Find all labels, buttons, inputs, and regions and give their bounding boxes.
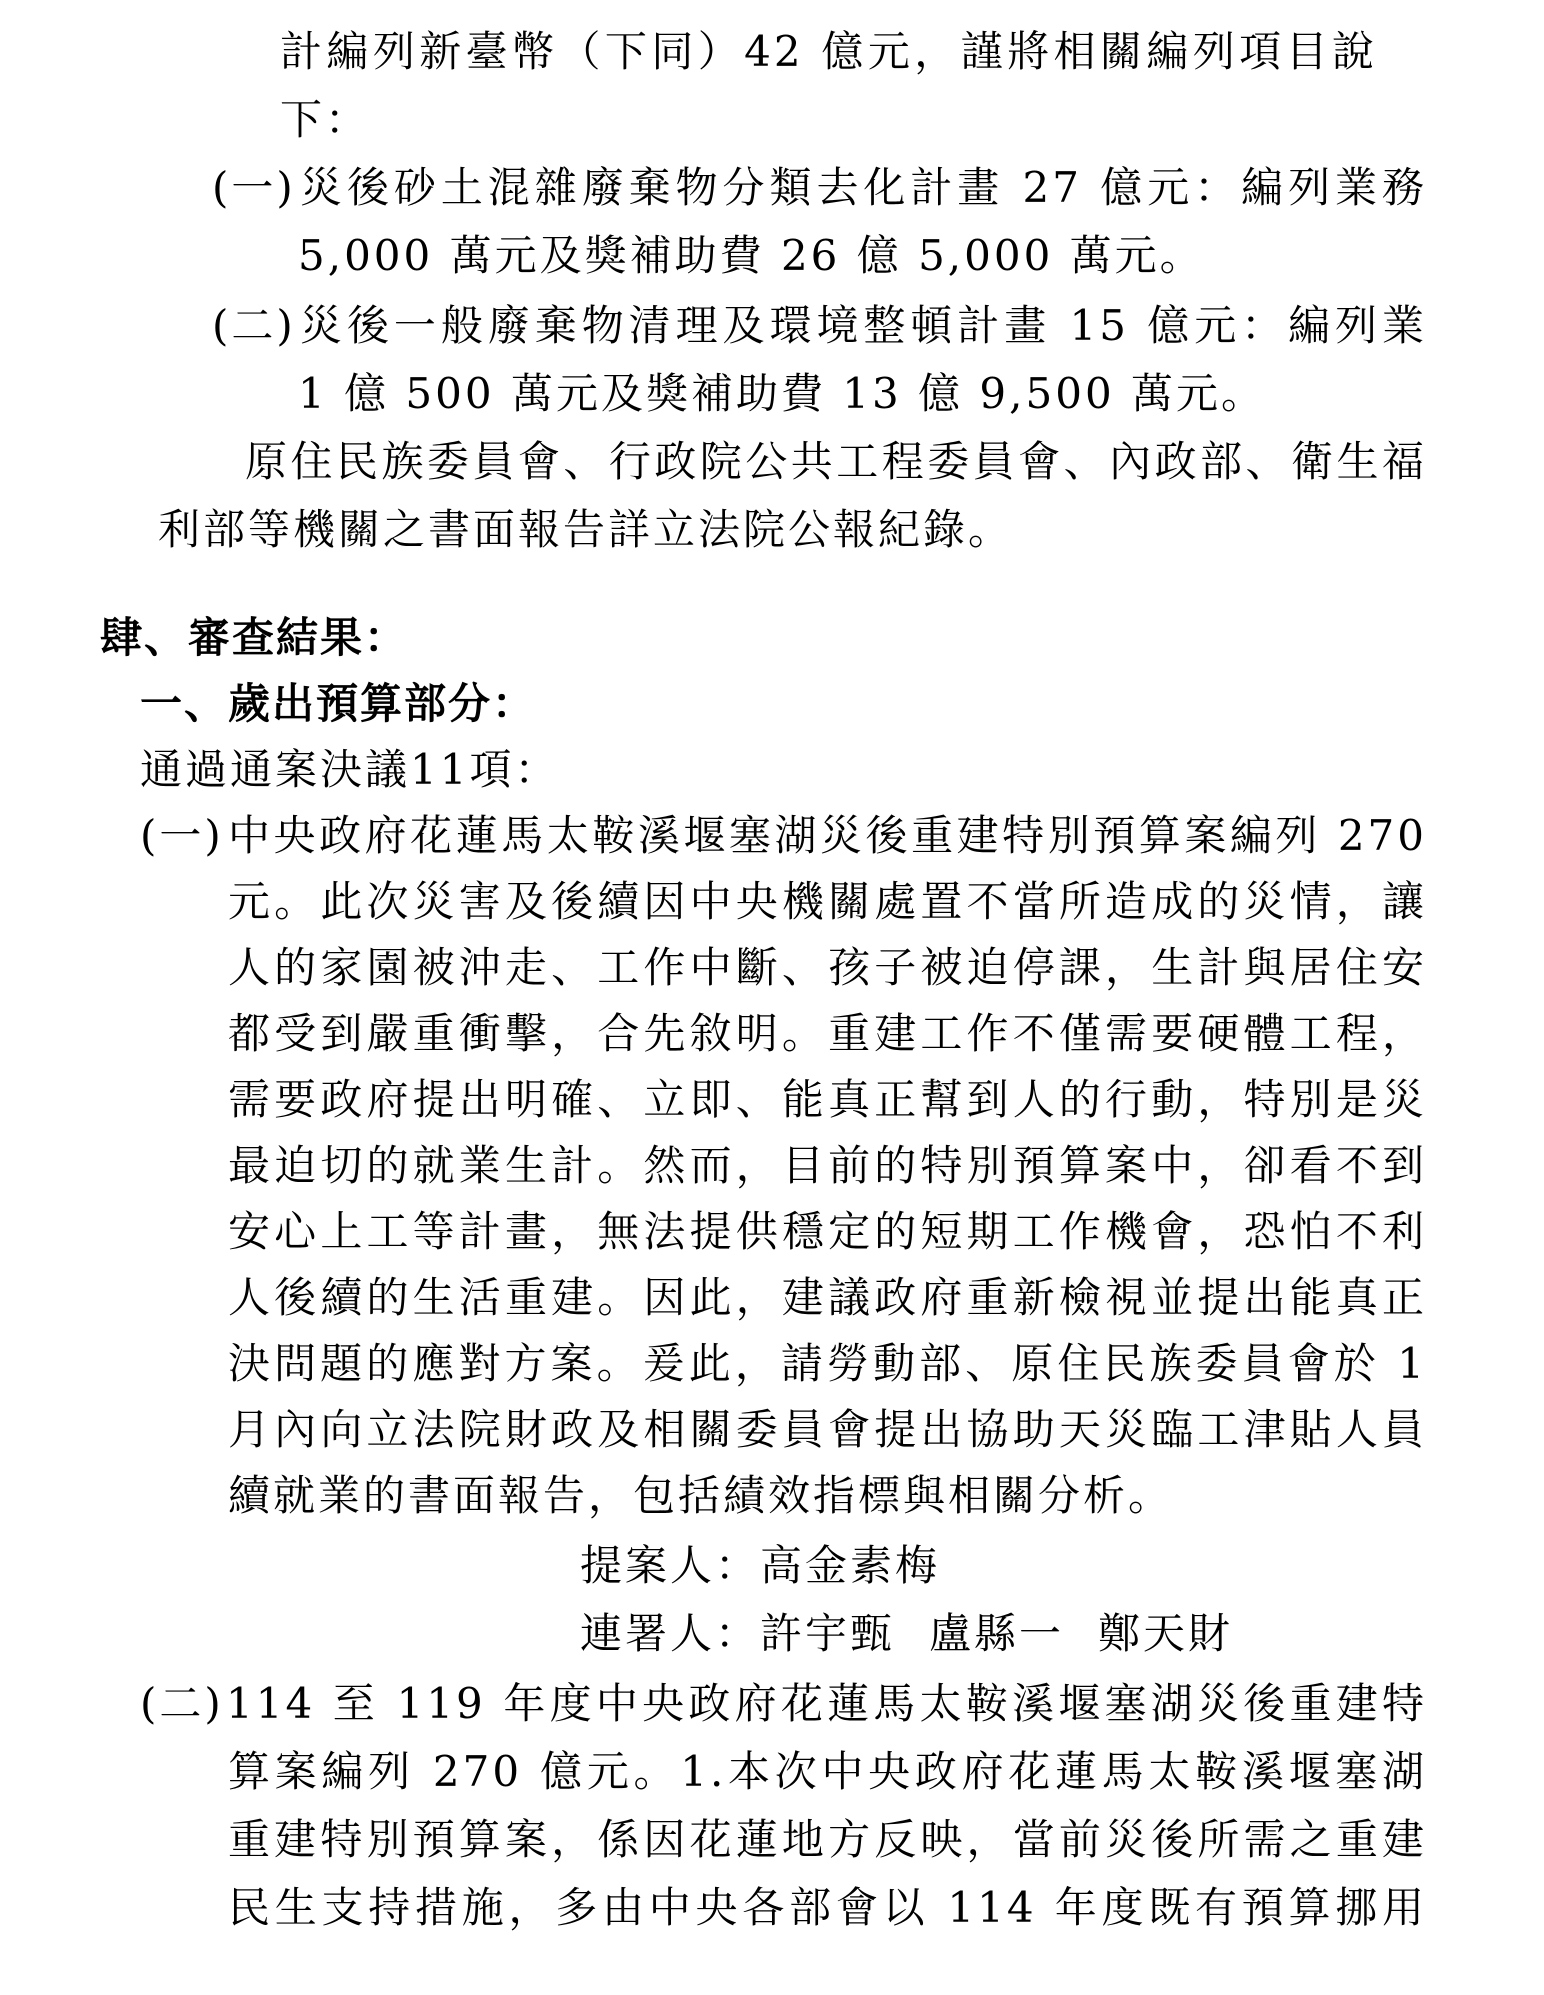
cosigner-line [580,1604,1233,1664]
proposer-label: 提案人： [580,1541,761,1590]
sub-item-2-marker: (二) [212,301,296,350]
resolution-1-line-4: 都受到嚴重衝擊，合先敘明。重建工作不僅需要硬體工程， [228,1009,1427,1058]
resolution-1-line-11: 續就業的書面報告，包括績效指標與相關分析。 [228,1471,1174,1520]
sub-item-1-marker: (一) [212,163,296,212]
cosigner-name-2: 盧縣一 [929,1609,1065,1658]
reports-line-2: 利部等機關之書面報告詳立法院公報紀錄。 [158,505,1014,554]
sub-item-2-line-1: 災後一般廢棄物清理及環境整頓計畫 15 億元：編列業 [300,301,1427,350]
resolutions-intro: 通過通案決議11項： [140,745,560,794]
resolution-1-line-2: 元。此次災害及後續因中央機關處置不當所造成的災情，讓 [228,877,1427,926]
resolution-2-line-4: 民生支持措施，多由中央各部會以 114 年度既有預算挪用 [228,1883,1427,1932]
resolution-1-line-8: 人後續的生活重建。因此，建議政府重新檢視並提出能真正 [228,1273,1427,1322]
reports-line-1: 原住民族委員會、行政院公共工程委員會、內政部、衛生福 [245,437,1427,486]
resolution-2-marker: (二) [140,1679,224,1728]
resolution-1-line-6: 最迫切的就業生計。然而，目前的特別預算案中，卻看不到 [228,1141,1427,1190]
resolution-2-line-1: 114 至 119 年度中央政府花蓮馬太鞍溪堰塞湖災後重建特 [226,1679,1427,1728]
resolution-2-line-2: 算案編列 270 億元。1.本次中央政府花蓮馬太鞍溪堰塞湖 [228,1747,1427,1796]
resolution-1-line-5: 需要政府提出明確、立即、能真正幫到人的行動，特別是災 [228,1075,1427,1124]
resolution-1-line-10: 月內向立法院財政及相關委員會提出協助天災臨工津貼人員 [228,1405,1427,1454]
cosigner-label: 連署人： [580,1609,761,1658]
resolution-1-line-1: 中央政府花蓮馬太鞍溪堰塞湖災後重建特別預算案編列 270 [228,811,1427,860]
resolution-1-line-7: 安心上工等計畫，無法提供穩定的短期工作機會，恐怕不利 [228,1207,1427,1256]
resolution-1-marker: (一) [140,811,224,860]
resolution-1-line-3: 人的家園被沖走、工作中斷、孩子被迫停課，生計與居住安 [228,943,1427,992]
cosigner-name-1: 許宇甄 [760,1609,896,1658]
sub-item-1-line-2: 5,000 萬元及獎補助費 26 億 5,000 萬元。 [298,231,1205,280]
cosigner-name-3: 鄭天財 [1098,1609,1234,1658]
intro-line-1: 計編列新臺幣（下同）42 億元，謹將相關編列項目說 [280,27,1377,76]
section-4-heading: 肆、審查結果： [100,613,409,662]
resolution-1-line-9: 決問題的應對方案。爰此，請勞動部、原住民族委員會於 1 [228,1339,1427,1388]
section-a-heading: 一、歲出預算部分： [140,679,537,728]
proposer-name: 高金素梅 [760,1541,941,1590]
proposer-line [580,1536,940,1596]
resolution-2-line-3: 重建特別預算案，係因花蓮地方反映，當前災後所需之重建 [228,1815,1427,1864]
intro-line-2: 下： [280,95,371,144]
sub-item-1-line-1: 災後砂土混雜廢棄物分類去化計畫 27 億元：編列業務 [300,163,1427,212]
sub-item-2-line-2: 1 億 500 萬元及獎補助費 13 億 9,500 萬元。 [298,369,1267,418]
